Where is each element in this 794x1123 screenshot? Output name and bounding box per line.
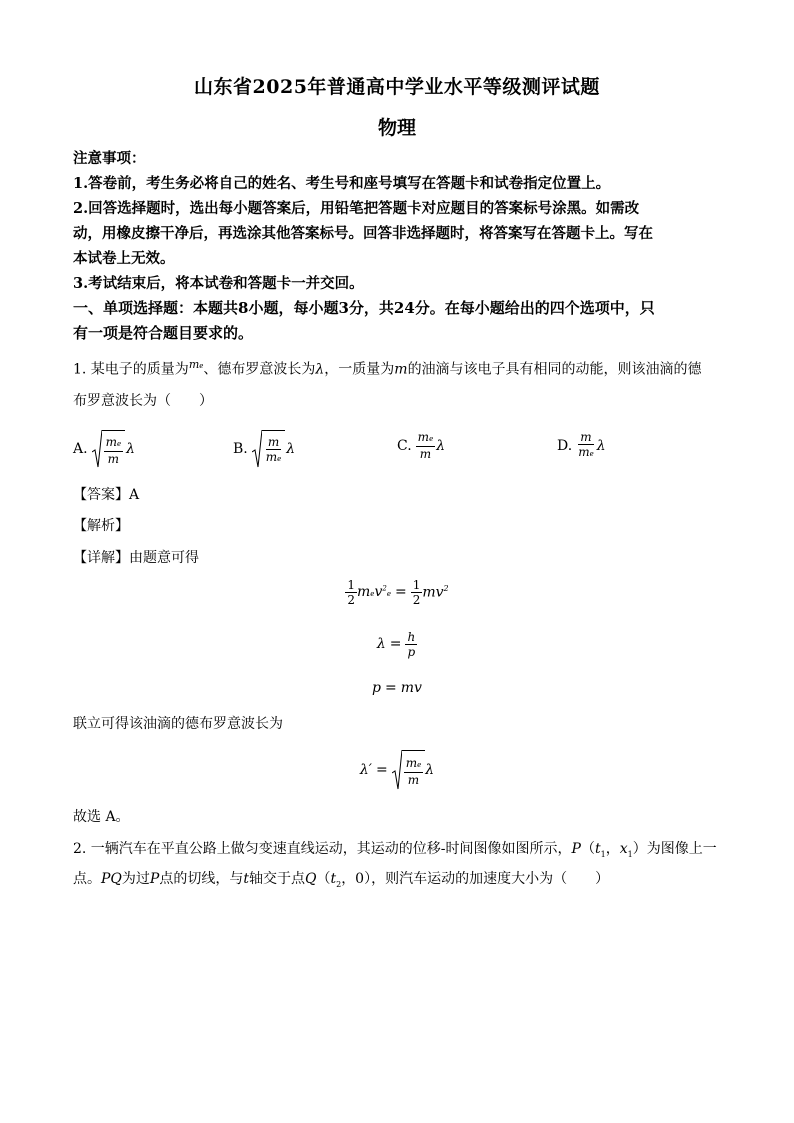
q1-m-symbol: m [394, 361, 408, 378]
option-a-label: A. [73, 441, 88, 457]
option-b-formula: $\frac{m}{me}$ [252, 430, 286, 468]
q2-text-g: ，则汽车运动的加速度大小为（ ） [371, 871, 610, 887]
q1-conclusion: 故选 A。 [73, 809, 130, 825]
option-d-formula: $\frac{m}{me}$ [578, 430, 594, 459]
option-c-label: C. [397, 437, 412, 454]
equation-result: λ′ = $\frac{me}{m}$ λ [0, 748, 794, 792]
section1-line-1: 一、单项选择题：本题共8小题，每小题3分，共24分。在每小题给出的四个选项中，只 [73, 299, 655, 317]
q1-analysis-label: 【解析】 [73, 518, 129, 534]
q2-text-a: 2. 一辆汽车在平直公路上做匀变速直线运动，其运动的位移-时间图像如图所示， [73, 841, 572, 857]
q1-stem-line-1 [73, 358, 702, 379]
notice-item-2-line-1: 2.回答选择题时，选出每小题答案后，用铅笔把答题卡对应题目的答案标号涂黑。如需改 [73, 200, 640, 217]
option-d-label: D. [557, 437, 573, 454]
notice-item-3: 3.考试结束后，将本试卷和答题卡一并交回。 [73, 275, 364, 292]
q1-detail-line [73, 547, 199, 567]
q1-option-d[interactable]: D. $\frac{m}{me}$ λ [557, 430, 606, 459]
q1-option-a[interactable]: A. $\frac{me}{m}$ λ [73, 430, 135, 468]
option-b-label: B. [233, 441, 248, 457]
q1-me-symbol: me [188, 358, 204, 371]
q1-answer-line [73, 484, 139, 504]
q2-point-p: P [571, 841, 581, 857]
answer-value: A [129, 487, 140, 503]
q1-text-c: ，一质量为 [324, 361, 395, 378]
option-a-formula: $\frac{me}{m}$ [92, 430, 126, 468]
notice-item-2-line-2: 动，用橡皮擦干净后，再选涂其他答案标号。回答非选择题时，将答案写在答题卡上。写在 [73, 225, 653, 242]
q1-lambda-symbol: λ [315, 361, 325, 378]
q1-text-a: 1. 某电子的质量为 [73, 361, 189, 378]
notice-section [73, 146, 723, 346]
option-c-formula: $\frac{me}{m}$ [417, 430, 434, 461]
equation-de-broglie: λ = $\frac{h}{p}$ [376, 629, 416, 659]
section1-line-2: 有一项是符合题目要求的。 [73, 324, 254, 342]
q1-combine-text: 联立可得该油滴的德布罗意波长为 [73, 716, 283, 732]
notice-item-1: 1.答卷前，考生务必将自己的姓名、考生号和座号填写在答题卡和试卷指定位置上。 [73, 175, 611, 192]
q2-stem-line-2: 点。PQ为过P点的切线，与t轴交于点$Q(t_2$，0），则汽车运动的加速度大小为（ ） [73, 871, 610, 889]
equation-kinetic-energy: $\frac{1}{2}$ mev$^2$e = $\frac{1}{2}$ $mv^2$ [347, 577, 449, 607]
q2-text-b: 为图像上一 [646, 841, 717, 857]
q1-option-c[interactable]: C. $\frac{me}{m}$ λ [397, 430, 446, 461]
q2-pq-symbol: PQ [101, 871, 122, 887]
q2-text-d: 为过 [121, 871, 150, 887]
q1-text-d: 的油滴与该电子具有相同的动能，则该油滴的德 [407, 361, 702, 378]
q1-option-b[interactable]: B. $\frac{m}{me}$ λ [233, 430, 295, 468]
q1-text-b: 、德布罗意波长为 [203, 361, 316, 378]
answer-label: 【答案】 [73, 487, 129, 503]
notice-heading: 注意事项： [73, 150, 146, 167]
detail-text: 由题意可得 [129, 550, 199, 566]
q2-text-f: 轴交于点 [248, 871, 305, 887]
q1-stem-line-2: 布罗意波长为（ ） [73, 393, 213, 409]
q2-stem-line-1: 2. 一辆汽车在平直公路上做匀变速直线运动，其运动的位移-时间图像如图所示，$P(t_1$，$x_1$）为图像上一 [73, 841, 717, 859]
equation-momentum: p = mv [372, 680, 422, 696]
page-subtitle: 物理 [377, 117, 416, 139]
q2-text-e: 点的切线，与 [159, 871, 244, 887]
q2-text-c: 点。 [73, 871, 101, 887]
detail-label: 【详解】 [73, 550, 129, 566]
page-title: 山东省2025年普通高中学业水平等级测评试题 [194, 76, 600, 98]
notice-item-2-line-3: 本试卷上无效。 [73, 250, 175, 267]
